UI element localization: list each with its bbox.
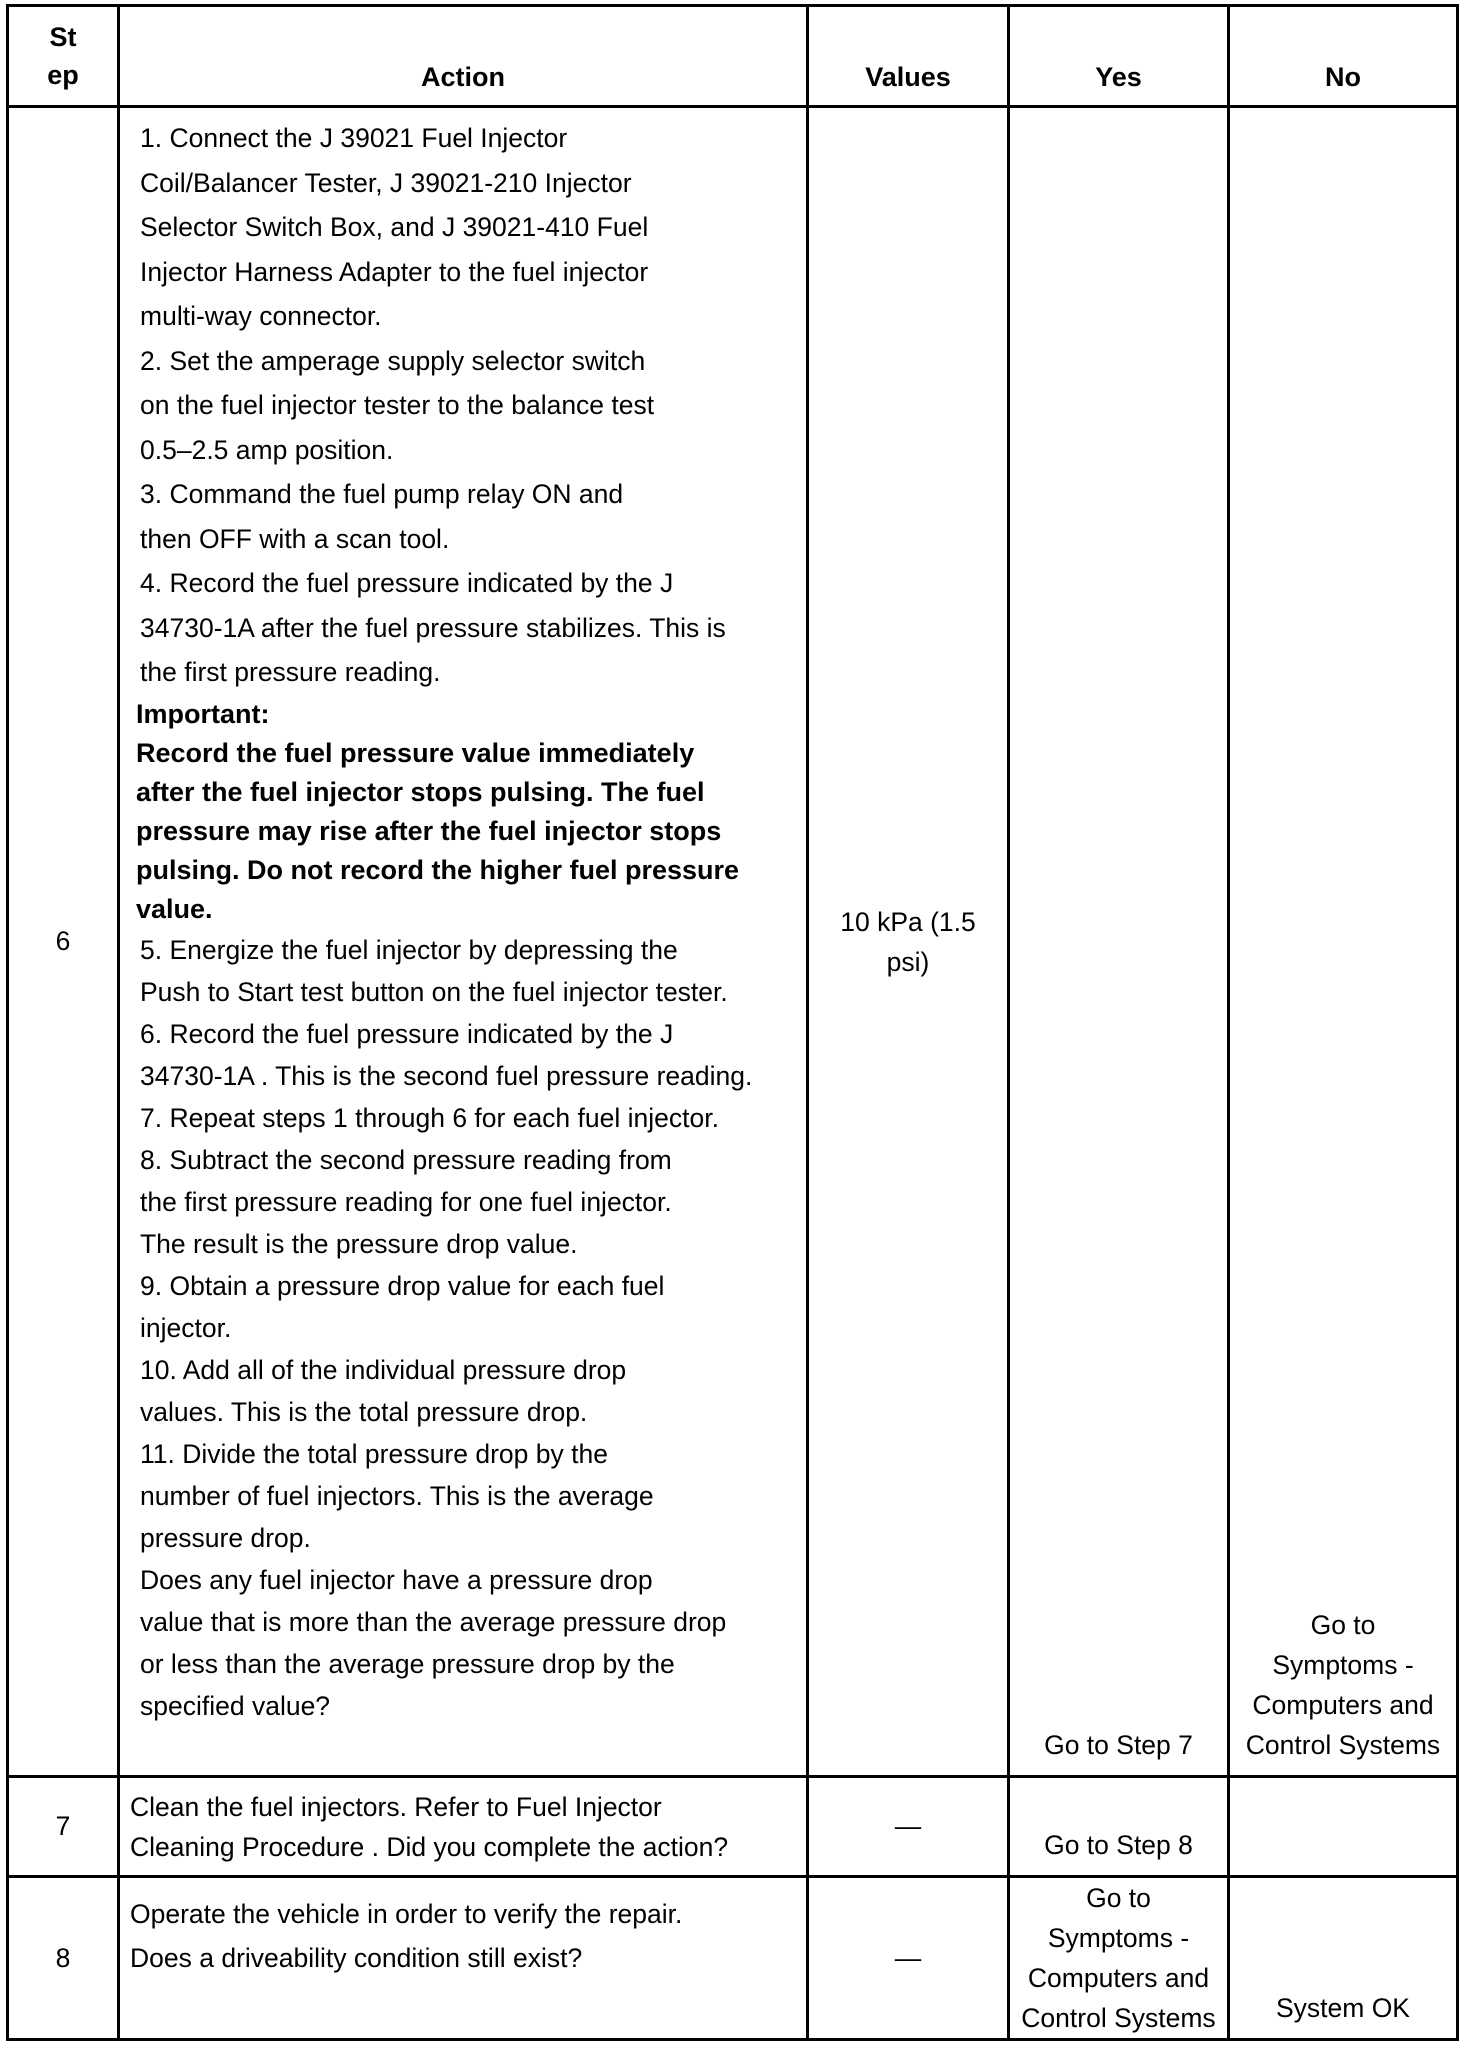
action-text-line: multi-way connector. [140, 301, 382, 331]
action-text-line: 2. Set the amperage supply selector switch [140, 345, 646, 376]
values-cell [808, 107, 1009, 1777]
value-text-line: 10 kPa (1.5 [840, 906, 976, 937]
action-text-line: then OFF with a scan tool. [140, 523, 450, 554]
action-text-line: Operate the vehicle in order to verify the repair. [130, 1899, 683, 1929]
header-no: No [1229, 6, 1458, 107]
action-text-line: 1. Connect the J 39021 Fuel Injector [140, 123, 568, 153]
action-text-line: injector. [140, 1312, 232, 1343]
values-cell: — [808, 1777, 1009, 1877]
no-cell [1229, 107, 1458, 1777]
yes-link[interactable]: Go to Step 7 [1044, 1730, 1193, 1760]
action-text-line: 0.5–2.5 amp position. [140, 434, 394, 465]
table-row-step-8 [8, 1877, 1458, 2040]
action-text-line: Does any fuel injector have a pressure drop [140, 1564, 653, 1595]
no-cell [1229, 1777, 1458, 1877]
action-text-line: value. [136, 893, 213, 924]
action-text-line: Coil/Balancer Tester, J 39021-210 Injector [140, 167, 632, 198]
action-cell [119, 107, 808, 1777]
yes-cell [1009, 1777, 1229, 1877]
action-cell [119, 1777, 808, 1877]
important-note [136, 734, 800, 929]
header-row [8, 6, 1458, 107]
action-text-line: the first pressure reading for one fuel injector. [140, 1186, 672, 1217]
action-text-line: 34730-1A . This is the second fuel pressure reading. [140, 1060, 753, 1091]
action-text-line: Push to Start test button on the fuel injector tester. [140, 976, 728, 1007]
action-text-line: 7. Repeat steps 1 through 6 for each fuel injector. [140, 1102, 719, 1133]
step-number: 7 [8, 1777, 119, 1877]
yes-link-line[interactable]: Go to [1086, 1883, 1151, 1913]
value-text-line: psi) [886, 946, 930, 977]
action-text-line: 10. Add all of the individual pressure drop [140, 1354, 627, 1385]
action-text-line: the first pressure reading. [140, 657, 441, 687]
action-steps-1-4 [136, 116, 800, 695]
action-text-line: 11. Divide the total pressure drop by the [140, 1438, 608, 1469]
no-result: System OK [1275, 1993, 1410, 2023]
header-step: St ep [8, 6, 119, 107]
action-text-line: 3. Command the fuel pump relay ON and [140, 479, 624, 509]
no-link-line[interactable]: Symptoms - [1272, 1650, 1414, 1680]
action-text-line: Record the fuel pressure value immediately [136, 737, 695, 768]
action-text-line: specified value? [140, 1690, 331, 1721]
action-text-line: on the fuel injector tester to the balance test [140, 390, 655, 420]
header-values: Values [808, 6, 1009, 107]
action-text-line: pressure may rise after the fuel injector stops [136, 815, 722, 846]
no-cell [1229, 1877, 1458, 2040]
action-text-line: The result is the pressure drop value. [140, 1228, 578, 1259]
yes-link[interactable]: Go to Step 8 [1044, 1830, 1193, 1860]
action-text-line: or less than the average pressure drop by the [140, 1648, 675, 1679]
action-text-line: after the fuel injector stops pulsing. The fuel [136, 776, 705, 807]
no-link-line[interactable]: Control Systems [1245, 1730, 1441, 1760]
step-number: 8 [8, 1877, 119, 2040]
action-text-line: 8. Subtract the second pressure reading from [140, 1144, 672, 1175]
diagnostic-table [6, 4, 1459, 2041]
action-text-line: 34730-1A after the fuel pressure stabilizes. This is [140, 612, 726, 643]
action-text-line: Does a driveability condition still exist? [130, 1943, 583, 1973]
action-text-line: 6. Record the fuel pressure indicated by the J [140, 1018, 674, 1049]
action-steps-5-11 [136, 929, 800, 1727]
action-text-line: 4. Record the fuel pressure indicated by the J [140, 568, 674, 598]
action-text-line: value that is more than the average pressure drop [140, 1606, 727, 1637]
no-link-line[interactable]: Go to [1310, 1610, 1376, 1640]
yes-cell [1009, 107, 1229, 1777]
action-text-line: pressure drop. [140, 1522, 311, 1553]
step-number: 6 [8, 107, 119, 1777]
important-label: Important: [136, 698, 270, 729]
action-text-line: Injector Harness Adapter to the fuel injector [140, 256, 649, 287]
action-text-line: 5. Energize the fuel injector by depressing the [140, 934, 678, 965]
header-yes: Yes [1009, 6, 1229, 107]
action-cell [119, 1877, 808, 2040]
yes-link-line[interactable]: Symptoms - [1047, 1923, 1190, 1953]
table-row-step-7 [8, 1777, 1458, 1877]
action-text-line: pulsing. Do not record the higher fuel pressure [136, 854, 740, 885]
action-text-line: 9. Obtain a pressure drop value for each fuel [140, 1270, 665, 1301]
action-text-line: values. This is the total pressure drop. [140, 1396, 588, 1427]
yes-cell [1009, 1877, 1229, 2040]
no-link-line[interactable]: Computers and [1252, 1690, 1434, 1720]
action-text-line: Cleaning Procedure . Did you complete the action? [130, 1831, 729, 1862]
header-action: Action [119, 6, 808, 107]
values-cell: — [808, 1877, 1009, 2040]
yes-link-line[interactable]: Control Systems [1021, 2003, 1216, 2033]
yes-link-line[interactable]: Computers and [1027, 1963, 1210, 1993]
table-row-step-6 [8, 107, 1458, 1777]
action-text-line: number of fuel injectors. This is the average [140, 1480, 654, 1511]
action-text-line: Selector Switch Box, and J 39021-410 Fuel [140, 212, 649, 242]
action-text-line: Clean the fuel injectors. Refer to Fuel Injector [130, 1791, 662, 1822]
